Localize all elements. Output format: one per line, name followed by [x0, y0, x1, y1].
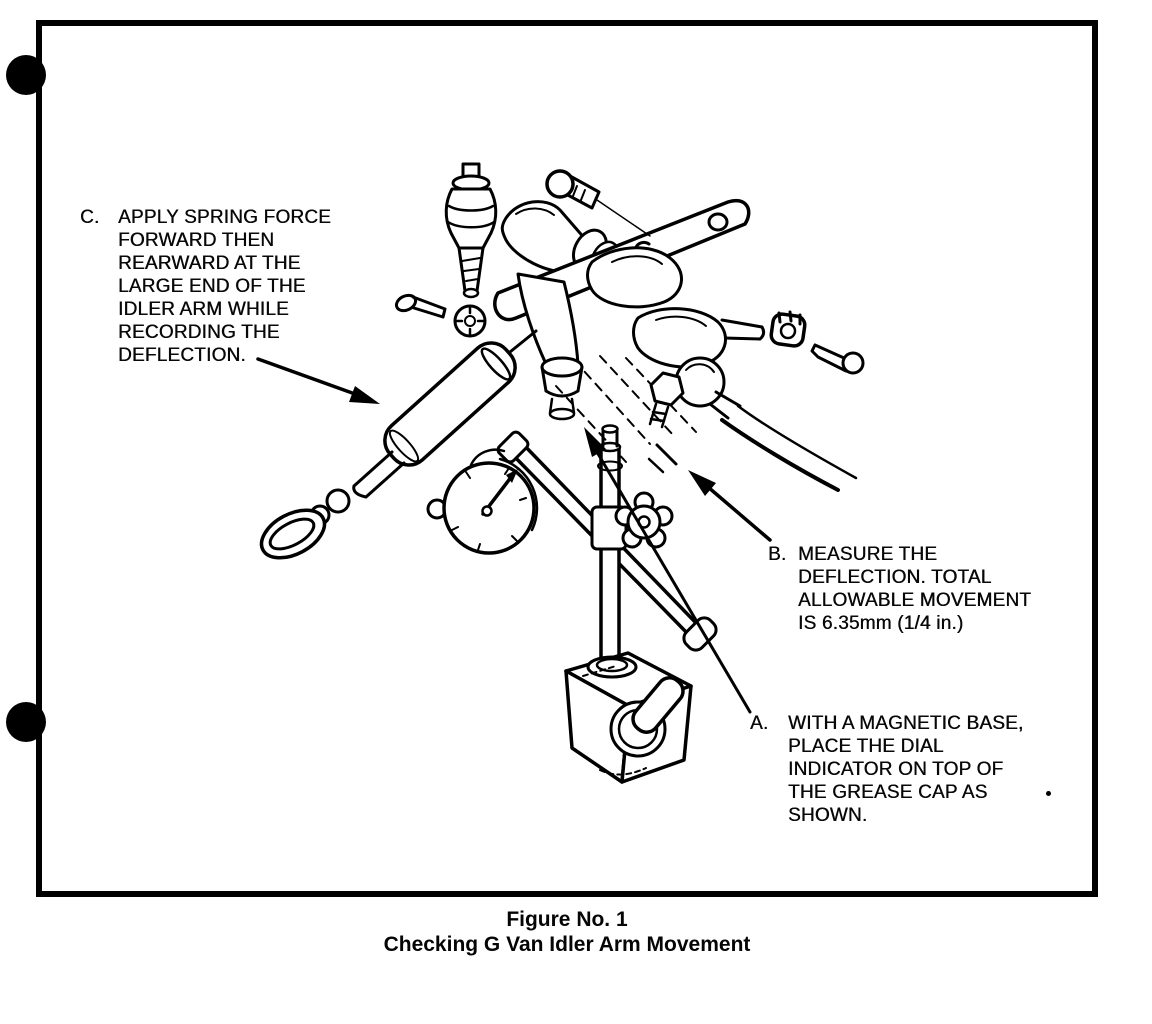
annotation-b-text: MEASURE THE DEFLECTION. TOTAL ALLOWABLE MOVEMENT IS 6.35mm (1/4 in.)	[798, 544, 1032, 634]
annotation-a	[750, 712, 1023, 827]
magnetic-base	[566, 653, 691, 782]
annotation-a-label: A.	[750, 713, 769, 734]
figure-caption	[36, 907, 1098, 957]
annotation-a-text: WITH A MAGNETIC BASE, PLACE THE DIAL INDICATOR ON TOP OF THE GREASE CAP AS SHOWN.	[788, 713, 1024, 826]
annotation-b	[768, 543, 1031, 635]
scan-artifact-dot	[1046, 791, 1051, 796]
figure-title: Checking G Van Idler Arm Movement	[383, 933, 751, 956]
push-clip	[455, 306, 485, 336]
annotation-c-label: C.	[80, 207, 100, 228]
callout-arrow-b	[688, 470, 770, 540]
castle-nut	[770, 312, 806, 347]
annotation-b-label: B.	[768, 544, 787, 565]
cotter-pin-left	[394, 292, 445, 317]
deflection-gap-mark	[649, 445, 676, 472]
figure-number: Figure No. 1	[506, 908, 628, 931]
annotation-c-text: APPLY SPRING FORCE FORWARD THEN REARWARD AT THE LARGE END OF THE IDLER ARM WHILE RECORDING THE DEFLECTION.	[118, 207, 332, 366]
attaching-bolt	[547, 171, 599, 208]
cotter-pin-right	[812, 345, 863, 373]
hex-bolt	[650, 373, 683, 427]
ball-stud	[446, 164, 496, 297]
annotation-c	[80, 206, 331, 367]
